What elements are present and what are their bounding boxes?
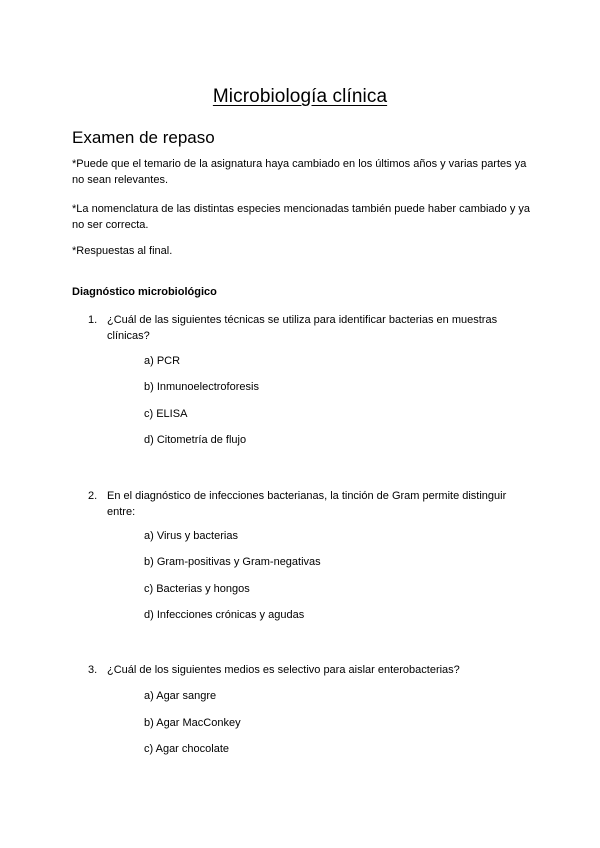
section-heading: Diagnóstico microbiológico — [72, 286, 217, 298]
page-subtitle: Examen de repaso — [72, 128, 215, 147]
option-2c: c) Bacterias y hongos — [144, 583, 250, 595]
question-text: En el diagnóstico de infecciones bacterianas, la tinción de Gram permite distinguir entre: — [107, 490, 507, 518]
question-number: 3. — [88, 664, 98, 676]
question-text: ¿Cuál de los siguientes medios es selectivo para aislar enterobacterias? — [107, 664, 460, 676]
question-text: ¿Cuál de las siguientes técnicas se utiliza para identificar bacterias en muestras clínicas? — [107, 314, 498, 342]
option-1a: a) PCR — [144, 355, 181, 367]
option-1b: b) Inmunoelectroforesis — [144, 381, 259, 393]
question-number: 2. — [88, 490, 98, 502]
option-2a: a) Virus y bacterias — [144, 530, 238, 542]
option-1c: c) ELISA — [144, 408, 188, 420]
note-answers: *Respuestas al final. — [72, 245, 173, 257]
question-1 — [88, 312, 528, 344]
option-3b: b) Agar MacConkey — [144, 717, 241, 729]
option-2b: b) Gram-positivas y Gram-negativas — [144, 556, 321, 568]
page-title: Microbiología clínica — [212, 86, 388, 107]
option-3a: a) Agar sangre — [144, 690, 217, 702]
note-nomenclature: *La nomenclatura de las distintas especies mencionadas también puede haber cambiado y ya no ser correcta. — [72, 203, 531, 231]
note-syllabus: *Puede que el temario de la asignatura haya cambiado en los últimos años y varias partes ya no sean relevantes. — [72, 158, 527, 186]
option-1d: d) Citometría de flujo — [144, 434, 247, 446]
question-3 — [88, 662, 528, 678]
option-2d: d) Infecciones crónicas y agudas — [144, 609, 305, 621]
option-3c: c) Agar chocolate — [144, 743, 229, 755]
question-2 — [88, 488, 528, 520]
question-number: 1. — [88, 314, 98, 326]
